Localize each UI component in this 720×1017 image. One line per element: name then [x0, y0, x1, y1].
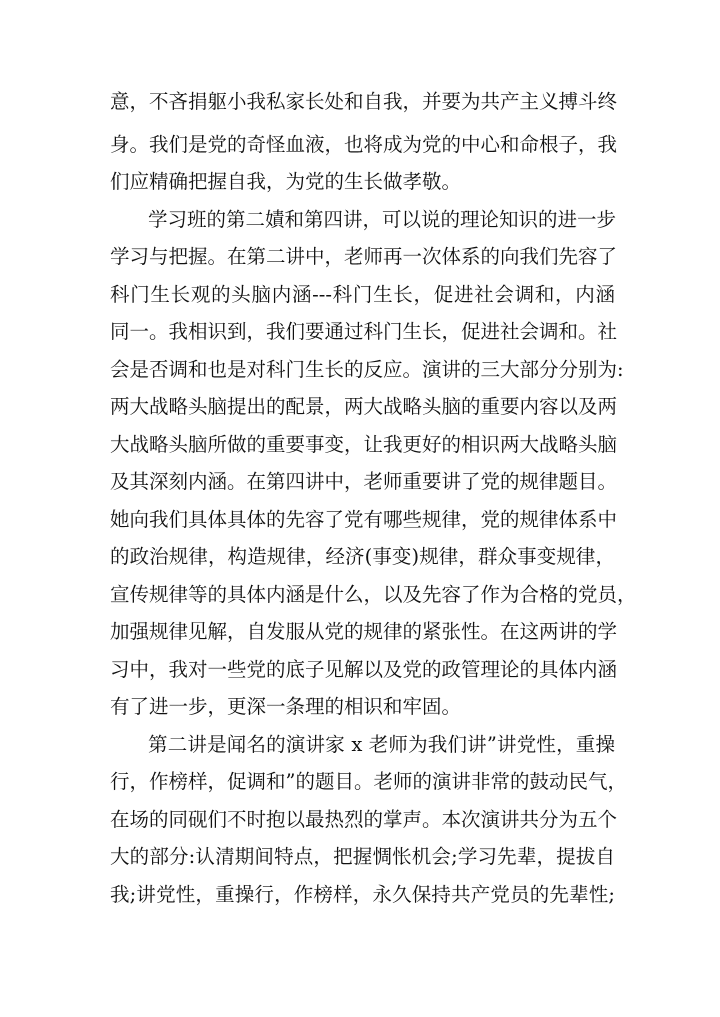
text-line: 意，不吝捐躯小我私家长处和自我，并要为共产主义搏斗终: [110, 90, 618, 113]
text-line: 科门生长观的头脑内涵---科门生长，促进社会调和，内涵: [110, 283, 615, 306]
text-line: 有了进一步，更深一条理的相识和牢固。: [110, 695, 462, 718]
paragraph-first-line: 第二讲是闻名的演讲家 x 老师为我们讲”讲党性，重操: [148, 733, 615, 756]
text-line: 习中，我对一些党的底子见解以及党的政管理论的具体内涵: [110, 658, 618, 681]
text-line: 行，作榜样，促调和”的题目。老师的演讲非常的鼓动民气，: [110, 770, 627, 793]
text-line: 加强规律见解，自发服从党的规律的紧张性。在这两讲的学: [110, 620, 618, 643]
text-line: 们应精确把握自我，为党的生长做孝敬。: [110, 170, 462, 193]
text-line: 同一。我相识到，我们要通过科门生长，促进社会调和。社: [110, 320, 618, 343]
text-line: 会是否调和也是对科门生长的反应。演讲的三大部分分别为:: [110, 358, 624, 381]
text-line: 在场的同砚们不时抱以最热烈的掌声。本次演讲共分为五个: [110, 808, 618, 831]
text-line: 及其深刻内涵。在第四讲中，老师重要讲了党的规律题目。: [110, 470, 618, 493]
text-line: 大的部分:认清期间特点，把握惆怅机会;学习先辈，提拔自: [110, 845, 615, 868]
text-line: 身。我们是党的奇怪血液，也将成为党的中心和命根子，我: [110, 133, 618, 156]
text-line: 学习与把握。在第二讲中，老师再一次体系的向我们先容了: [110, 245, 618, 268]
text-line: 她向我们具体具体的先容了党有哪些规律，党的规律体系中: [110, 508, 618, 531]
text-line: 的政治规律，构造规律，经济(事变)规律，群众事变规律，: [110, 545, 615, 568]
text-line: 两大战略头脑提出的配景，两大战略头脑的重要内容以及两: [110, 395, 618, 418]
text-line: 我;讲党性，重操行，作榜样，永久保持共产党员的先辈性;: [110, 883, 615, 906]
paragraph-first-line: 学习班的第二嫧和第四讲，可以说的理论知识的进一步: [148, 208, 617, 231]
text-line: 宣传规律等的具体内涵是什么，以及先容了作为合格的党员，: [110, 583, 637, 606]
text-line: 大战略头脑所做的重要事变，让我更好的相识两大战略头脑: [110, 433, 618, 456]
